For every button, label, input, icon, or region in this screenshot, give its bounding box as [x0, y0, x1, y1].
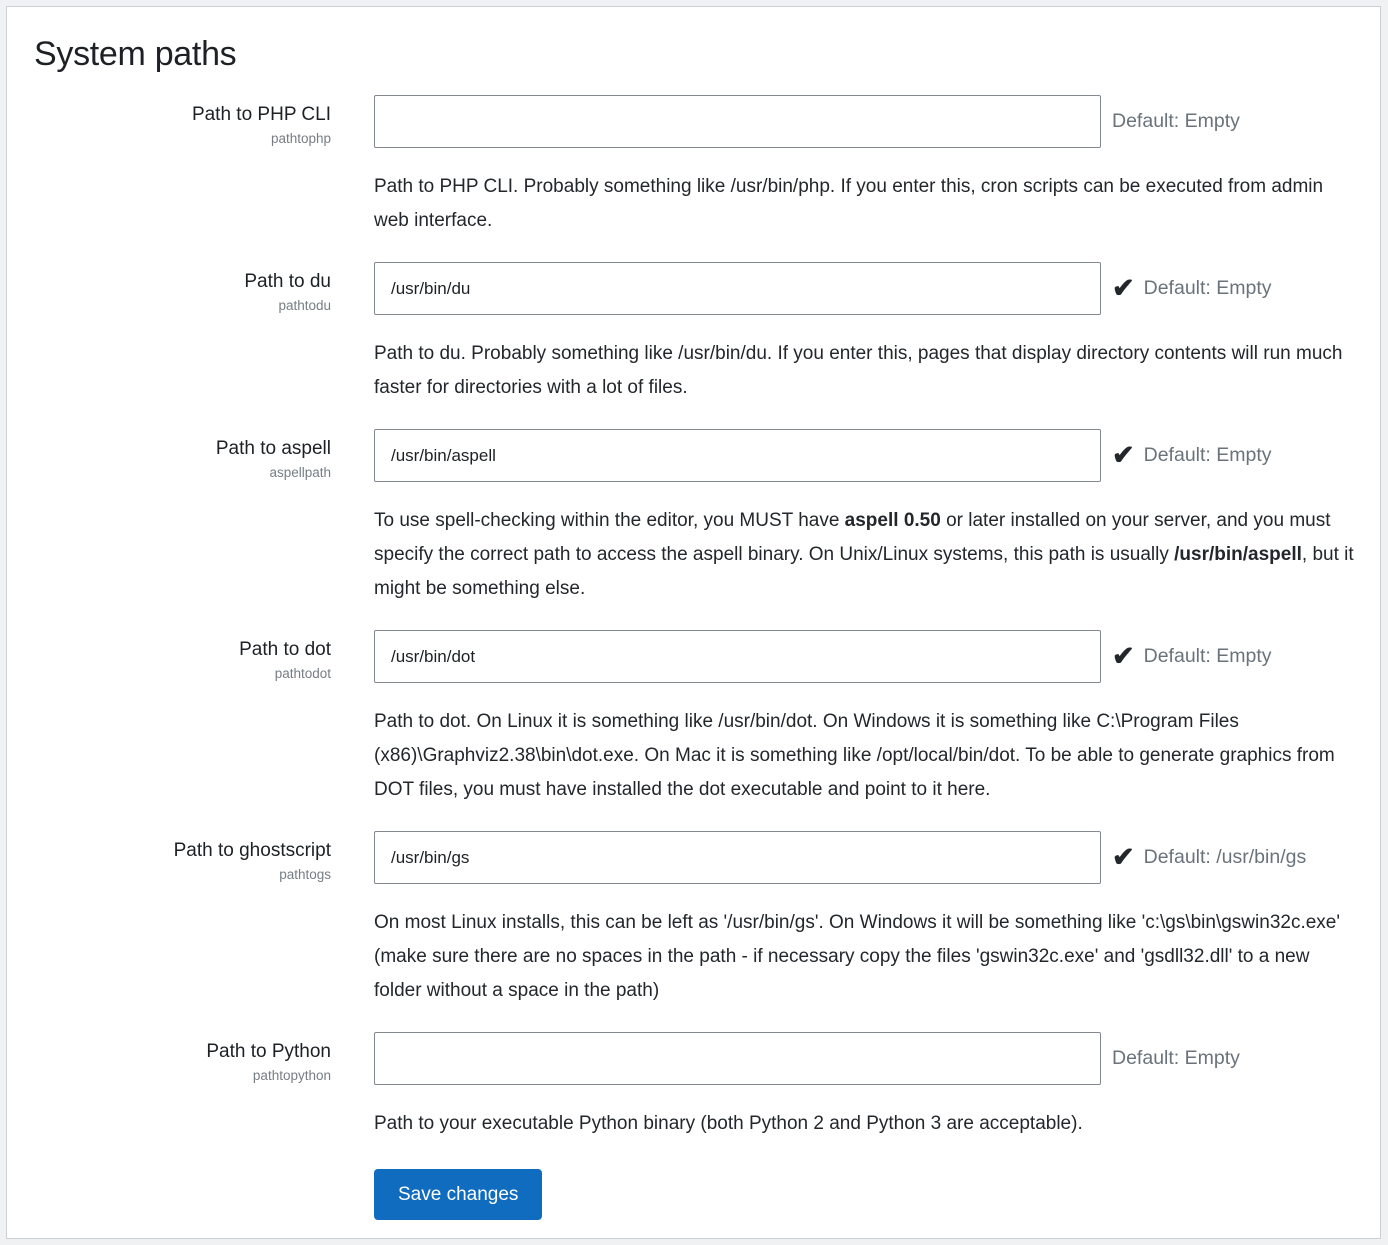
aspellpath-input[interactable]	[374, 429, 1101, 482]
setting-content-column	[374, 1032, 1354, 1165]
setting-description: Path to your executable Python binary (both Python 2 and Python 3 are acceptable).	[374, 1113, 1083, 1134]
checkmark-icon: ✔	[1112, 842, 1135, 872]
default-note	[1112, 844, 1306, 871]
pathtodot-input[interactable]	[374, 630, 1101, 683]
setting-shortname: pathtophp	[270, 131, 331, 146]
default-note	[1112, 1047, 1240, 1070]
pathtopython-input[interactable]	[374, 1032, 1101, 1085]
setting-label: Path to ghostscript	[173, 840, 331, 861]
setting-content-column	[374, 630, 1354, 831]
form-actions	[374, 1165, 1354, 1239]
setting-label: Path to PHP CLI	[191, 104, 331, 125]
setting-shortname: pathtodot	[274, 666, 331, 681]
pathtophp-input[interactable]	[374, 95, 1101, 148]
default-note	[1112, 442, 1272, 469]
pathtodu-input[interactable]	[374, 262, 1101, 315]
default-note	[1112, 643, 1272, 670]
setting-content-column	[374, 831, 1354, 1032]
setting-label: Path to du	[244, 271, 331, 292]
page-title: System paths	[34, 35, 237, 73]
setting-label: Path to dot	[239, 639, 331, 660]
setting-description: To use spell-checking within the editor, you MUST have aspell 0.50 or later installed on your server, and you must specify the correct path to access the aspell binary. On Unix/Linux systems, this path is usually /usr/bin/aspell, but it might be something else.	[374, 510, 1354, 599]
pathtogs-input[interactable]	[374, 831, 1101, 884]
setting-input-line	[374, 262, 1354, 315]
setting-row-pathtodu	[34, 262, 1354, 429]
setting-input-line	[374, 630, 1354, 683]
setting-description: Path to PHP CLI. Probably something like /usr/bin/php. If you enter this, cron scripts can be executed from admin web interface.	[374, 176, 1324, 231]
setting-label-column	[34, 630, 331, 681]
setting-input-line	[374, 429, 1354, 482]
setting-shortname: pathtopython	[252, 1068, 331, 1083]
default-value-text: Default: Empty	[1143, 444, 1272, 466]
setting-row-aspellpath	[34, 429, 1354, 630]
save-changes-button[interactable]: Save changes	[374, 1169, 542, 1220]
setting-input-line	[374, 95, 1354, 148]
setting-label-column	[34, 1032, 331, 1083]
default-note	[1112, 275, 1272, 302]
setting-shortname: pathtogs	[279, 867, 331, 882]
setting-description: Path to dot. On Linux it is something like /usr/bin/dot. On Windows it is something like C:\Program Files (x86)\Graphviz2.38\bin\dot.exe. On Mac it is something like /opt/local/bin/dot. To be able to generate graphics from DOT files, you must have installed the dot executable and point to it here.	[374, 711, 1335, 800]
default-value-text: Default: Empty	[1143, 645, 1272, 667]
setting-row-pathtophp	[34, 95, 1354, 262]
setting-description: On most Linux installs, this can be left as '/usr/bin/gs'. On Windows it will be something like 'c:\gs\bin\gswin32c.exe' (make sure there are no spaces in the path - if necessary copy the files 'gswin32c.exe' and 'gsdll32.dll' to a new folder without a space in the path)	[374, 912, 1340, 1001]
default-value-text: Default: Empty	[1112, 110, 1240, 132]
setting-label: Path to Python	[206, 1041, 331, 1062]
setting-input-line	[374, 831, 1354, 884]
default-value-text: Default: Empty	[1112, 1047, 1240, 1069]
setting-row-pathtopython	[34, 1032, 1354, 1165]
default-value-text: Default: /usr/bin/gs	[1143, 846, 1307, 868]
setting-content-column	[374, 262, 1354, 429]
setting-label-column	[34, 429, 331, 480]
setting-content-column	[374, 429, 1354, 630]
setting-row-pathtogs	[34, 831, 1354, 1032]
setting-label-column	[34, 95, 331, 146]
checkmark-icon: ✔	[1112, 440, 1135, 470]
default-note	[1112, 110, 1240, 133]
setting-label-column	[34, 262, 331, 313]
setting-label-column	[34, 831, 331, 882]
setting-row-pathtodot	[34, 630, 1354, 831]
settings-content	[7, 7, 1380, 1239]
setting-content-column	[374, 95, 1354, 262]
setting-description: Path to du. Probably something like /usr/bin/du. If you enter this, pages that display directory contents will run much faster for directories with a lot of files.	[374, 343, 1343, 398]
checkmark-icon: ✔	[1112, 273, 1135, 303]
setting-label: Path to aspell	[215, 438, 331, 459]
checkmark-icon: ✔	[1112, 641, 1135, 671]
settings-card	[6, 6, 1381, 1239]
setting-input-line	[374, 1032, 1354, 1085]
setting-shortname: pathtodu	[278, 298, 331, 313]
setting-shortname: aspellpath	[269, 465, 331, 480]
default-value-text: Default: Empty	[1143, 277, 1272, 299]
